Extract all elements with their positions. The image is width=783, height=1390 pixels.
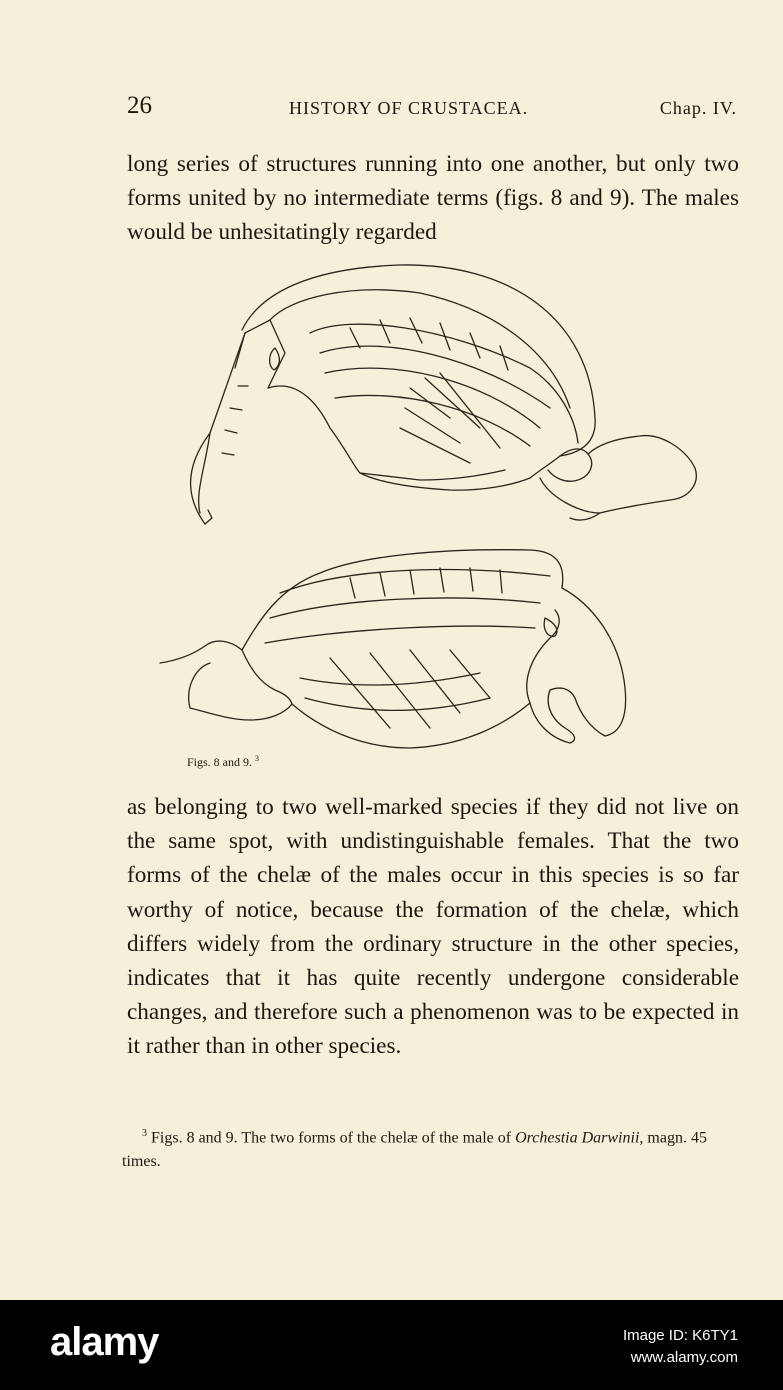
footnote-marker: 3 bbox=[142, 1128, 147, 1139]
chapter-label: Chap. IV. bbox=[659, 98, 737, 118]
footnote-text: Figs. 8 and 9. The two forms of the chelæ of the male of bbox=[151, 1129, 512, 1147]
figure-caption-text: Figs. 8 and 9. bbox=[187, 755, 253, 769]
footnote-genus: Orchestia bbox=[515, 1129, 578, 1147]
figure-9-chela bbox=[160, 550, 626, 748]
figure-caption bbox=[187, 754, 259, 770]
alamy-logo: alamy bbox=[50, 1320, 159, 1364]
stock-watermark-bar bbox=[0, 1300, 783, 1390]
footnote bbox=[122, 1122, 740, 1174]
figure-chelae bbox=[150, 258, 710, 758]
footnote-species: Darwinii, bbox=[581, 1129, 644, 1147]
footnote-magnification: magn. 45 times. bbox=[122, 1129, 707, 1171]
site-url: www.alamy.com bbox=[630, 1349, 738, 1366]
stock-meta bbox=[623, 1325, 738, 1369]
image-id: Image ID: K6TY1 bbox=[622, 1327, 738, 1344]
chelae-illustration bbox=[150, 258, 710, 758]
figure-caption-ref: 3 bbox=[255, 754, 260, 763]
paragraph-bottom: as belonging to two well-marked species if they did not live on the same spot, with undistinguishable females. That the two forms of the chelæ of the males occur in this species is so far worthy of notice, because the formation of the chelæ, which differs widely from the ordinary structure in the other species, indicates that it has quite recently undergone considerable changes, and therefore such a phenomenon was to be expected in it rather than in other species. bbox=[127, 794, 739, 1060]
paragraph-top: long series of structures running into one another, but only two forms united by no intermediate terms (figs. 8 and 9). The males would be unhesitatingly regarded bbox=[127, 151, 739, 246]
running-head bbox=[127, 92, 739, 126]
page-number: 26 bbox=[127, 92, 152, 119]
running-title: HISTORY OF CRUSTACEA. bbox=[289, 98, 529, 118]
figure-8-chela bbox=[191, 265, 697, 524]
